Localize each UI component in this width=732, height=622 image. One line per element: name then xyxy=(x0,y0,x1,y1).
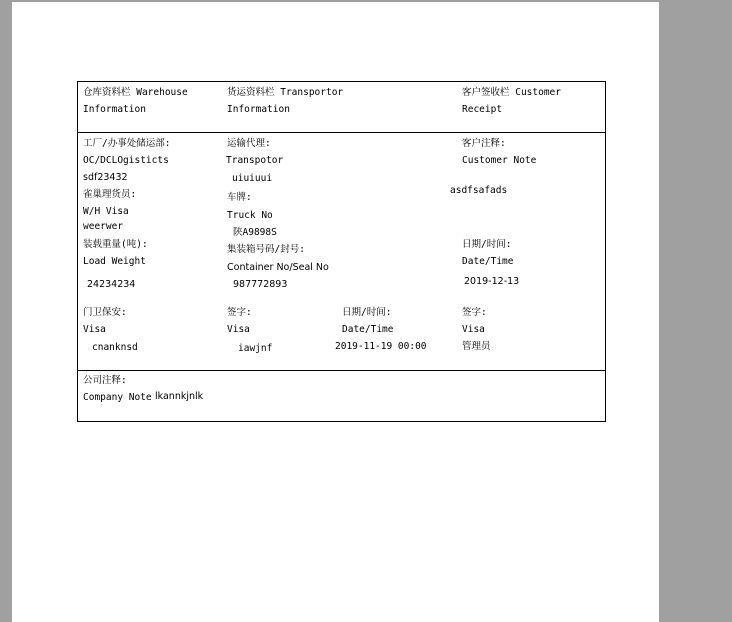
container-value: 987772893 xyxy=(233,279,288,290)
container-label-en: Container No/Seal No xyxy=(227,262,329,273)
guard-value: cnanknsd xyxy=(92,342,138,353)
clerk-label-en: W/H Visa xyxy=(83,206,129,217)
customer-sign-label-en: Visa xyxy=(462,324,485,335)
agent-label-en: Transpotor xyxy=(226,155,284,166)
customer-sign-value: 管理员 xyxy=(462,341,491,352)
plate-value: 陕A9898S xyxy=(233,227,277,238)
plate-label: 车牌: xyxy=(227,192,252,203)
transport-heading: 货运资料栏 Transportor xyxy=(227,87,344,98)
date-label: 日期/时间: xyxy=(462,239,512,250)
agent-value: uiuiuui xyxy=(232,173,273,184)
company-note-value: lkannkjnlk xyxy=(155,391,204,402)
sign-label-en: Visa xyxy=(227,324,250,335)
clerk-label: 雀巢理货员: xyxy=(83,189,137,200)
divider-footer xyxy=(78,370,605,371)
customer-note-label: 客户注释: xyxy=(462,138,506,149)
weight-label: 装载重量(吨): xyxy=(83,239,148,250)
transport-heading-sub: Information xyxy=(227,104,290,115)
customer-note-label-en: Customer Note xyxy=(462,155,537,166)
sign-value: iawjnf xyxy=(238,343,273,354)
customer-heading: 客户签收栏 Customer xyxy=(462,87,561,98)
clerk-value: weerwer xyxy=(83,221,124,232)
plate-label-en: Truck No xyxy=(227,210,273,221)
guard-label: 门卫保安: xyxy=(83,307,127,318)
factory-value: OC/DCLOgisticts xyxy=(83,155,169,166)
datetime-label-en: Date/Time xyxy=(342,324,394,335)
divider-header xyxy=(78,132,605,133)
factory-label: 工厂/办事处储运部: xyxy=(83,138,171,149)
customer-note-value: asdfsafads xyxy=(450,185,508,196)
warehouse-heading-sub: Information xyxy=(83,104,146,115)
date-value: 2019-12-13 xyxy=(464,276,520,287)
document-page xyxy=(12,2,659,622)
customer-sign-label: 签字: xyxy=(462,307,487,318)
guard-label-en: Visa xyxy=(83,324,106,335)
sign-label: 签字: xyxy=(227,307,252,318)
date-label-en: Date/Time xyxy=(462,256,514,267)
delivery-form xyxy=(77,81,606,422)
container-label: 集装箱号码/封号: xyxy=(227,244,305,255)
datetime-value: 2019-11-19 00:00 xyxy=(335,341,427,352)
company-note-label: 公司注释: xyxy=(83,375,127,386)
customer-heading-sub: Receipt xyxy=(462,104,503,115)
agent-label: 运输代理: xyxy=(227,138,271,149)
datetime-label: 日期/时间: xyxy=(342,307,392,318)
factory-code: sdf23432 xyxy=(83,172,128,183)
weight-value: 24234234 xyxy=(87,279,136,290)
company-note-label-en: Company Note xyxy=(83,392,152,403)
warehouse-heading: 仓库资料栏 Warehouse xyxy=(83,87,188,98)
weight-label-en: Load Weight xyxy=(83,256,146,267)
